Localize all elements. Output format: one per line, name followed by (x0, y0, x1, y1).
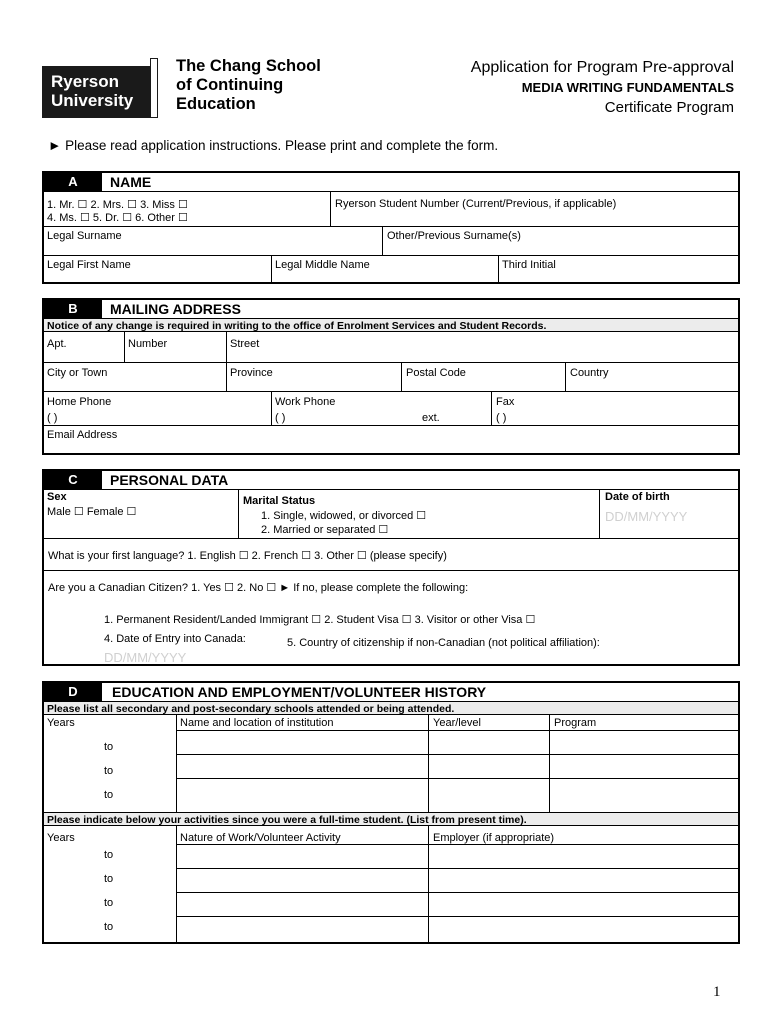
logo-university-line2: University (51, 91, 134, 110)
activity-years-header: Years (47, 832, 75, 844)
apt-field[interactable]: Apt. (47, 338, 67, 350)
city-field[interactable]: City or Town (47, 367, 108, 379)
form-title: Application for Program Pre-approval (470, 59, 734, 76)
first-language-question[interactable]: What is your first language? 1. English ☐ 2. French ☐ 3. Other ☐ (please specify) (48, 550, 447, 562)
institution-header: Name and location of institution (180, 717, 334, 729)
date-of-birth-label: Date of birth (605, 491, 670, 503)
other-surname-field[interactable]: Other/Previous Surname(s) (387, 230, 521, 242)
legal-middle-name-field[interactable]: Legal Middle Name (275, 259, 370, 271)
marital-option-1[interactable]: 1. Single, widowed, or divorced ☐ (261, 510, 427, 522)
immigration-status-options[interactable]: 1. Permanent Resident/Landed Immigrant ☐ 2. Student Visa ☐ 3. Visitor or other Visa ☐ (104, 614, 536, 626)
page-number: 1 (713, 984, 721, 1000)
work-phone-area: ( ) (275, 412, 286, 424)
certificate-name: Certificate Program (604, 99, 734, 116)
school-name-line1: The Chang School (176, 57, 321, 75)
school-name-line2: of Continuing (176, 76, 284, 94)
program-header: Program (554, 717, 597, 729)
activity-row-1-to[interactable]: to (104, 849, 114, 861)
section-c-header (44, 471, 738, 489)
country-of-citizenship-field[interactable]: 5. Country of citizenship if non-Canadian (not political affiliation): (287, 637, 600, 649)
school-row-1-to[interactable]: to (104, 741, 114, 753)
work-phone-field[interactable]: Work Phone (275, 396, 336, 408)
school-name-line3: Education (176, 95, 256, 113)
section-d-header (44, 683, 738, 702)
logo-divider (150, 58, 158, 118)
date-of-entry-field[interactable]: DD/MM/YYYY (104, 650, 187, 665)
schools-note: Please list all secondary and post-secondary schools attended or being attended. (47, 703, 455, 715)
street-field[interactable]: Street (230, 338, 260, 350)
activity-row-4-to[interactable]: to (104, 921, 114, 933)
activity-row-2-to[interactable]: to (104, 873, 114, 885)
section-a-header (44, 173, 738, 192)
year-level-header: Year/level (433, 717, 481, 729)
section-a-title: NAME (110, 174, 152, 190)
section-a-letter: A (44, 173, 102, 191)
date-of-birth-field[interactable]: DD/MM/YYYY (605, 509, 688, 524)
school-row-2-to[interactable]: to (104, 765, 114, 777)
activity-row-3-to[interactable]: to (104, 897, 114, 909)
marital-option-2[interactable]: 2. Married or separated ☐ (261, 524, 389, 536)
fax-field[interactable]: Fax (496, 396, 515, 408)
years-header: Years (47, 717, 75, 729)
program-name: MEDIA WRITING FUNDAMENTALS (521, 80, 734, 95)
legal-first-name-field[interactable]: Legal First Name (47, 259, 131, 271)
section-d-letter: D (44, 683, 102, 701)
section-c-letter: C (44, 471, 102, 489)
nature-header: Nature of Work/Volunteer Activity (180, 832, 341, 844)
province-field[interactable]: Province (230, 367, 273, 379)
postal-code-field[interactable]: Postal Code (406, 367, 466, 379)
sex-options[interactable]: Male ☐ Female ☐ (47, 506, 137, 518)
section-b-header (44, 300, 738, 319)
section-a-name (42, 171, 740, 284)
section-d-history (42, 681, 740, 944)
employer-header: Employer (if appropriate) (433, 832, 555, 844)
logo-university-line1: Ryerson (51, 72, 120, 91)
email-field[interactable]: Email Address (47, 429, 118, 441)
number-field[interactable]: Number (128, 338, 168, 350)
instruction-text: ► Please read application instructions. Please print and complete the form. (48, 138, 499, 153)
section-b-mailing-address (42, 298, 740, 455)
canadian-citizen-question[interactable]: Are you a Canadian Citizen? 1. Yes ☐ 2. No ☐ ► If no, please complete the following: (48, 582, 469, 594)
section-b-letter: B (44, 300, 102, 318)
work-phone-ext: ext. (422, 412, 440, 424)
address-change-notice: Notice of any change is required in writing to the office of Enrolment Services and Student Records. (47, 320, 547, 332)
country-field[interactable]: Country (570, 367, 609, 379)
title-options-row2[interactable]: 4. Ms. ☐ 5. Dr. ☐ 6. Other ☐ (47, 212, 188, 224)
home-phone-area: ( ) (47, 412, 58, 424)
title-options-row1[interactable]: 1. Mr. ☐ 2. Mrs. ☐ 3. Miss ☐ (47, 199, 188, 211)
legal-surname-field[interactable]: Legal Surname (47, 230, 122, 242)
section-d-title: EDUCATION AND EMPLOYMENT/VOLUNTEER HISTORY (112, 684, 487, 700)
section-c-title: PERSONAL DATA (110, 472, 229, 488)
section-b-title: MAILING ADDRESS (110, 301, 241, 317)
activities-note: Please indicate below your activities since you were a full-time student. (List from present time). (47, 814, 527, 826)
ryerson-logo (42, 66, 157, 118)
fax-area: ( ) (496, 412, 507, 424)
school-row-3-to[interactable]: to (104, 789, 114, 801)
student-number-field[interactable]: Ryerson Student Number (Current/Previous, if applicable) (335, 198, 617, 210)
marital-status-label: Marital Status (243, 495, 316, 507)
date-of-entry-label: 4. Date of Entry into Canada: (104, 633, 246, 645)
sex-label: Sex (47, 491, 67, 503)
home-phone-field[interactable]: Home Phone (47, 396, 112, 408)
section-c-personal-data (42, 469, 740, 666)
third-initial-field[interactable]: Third Initial (502, 259, 556, 271)
